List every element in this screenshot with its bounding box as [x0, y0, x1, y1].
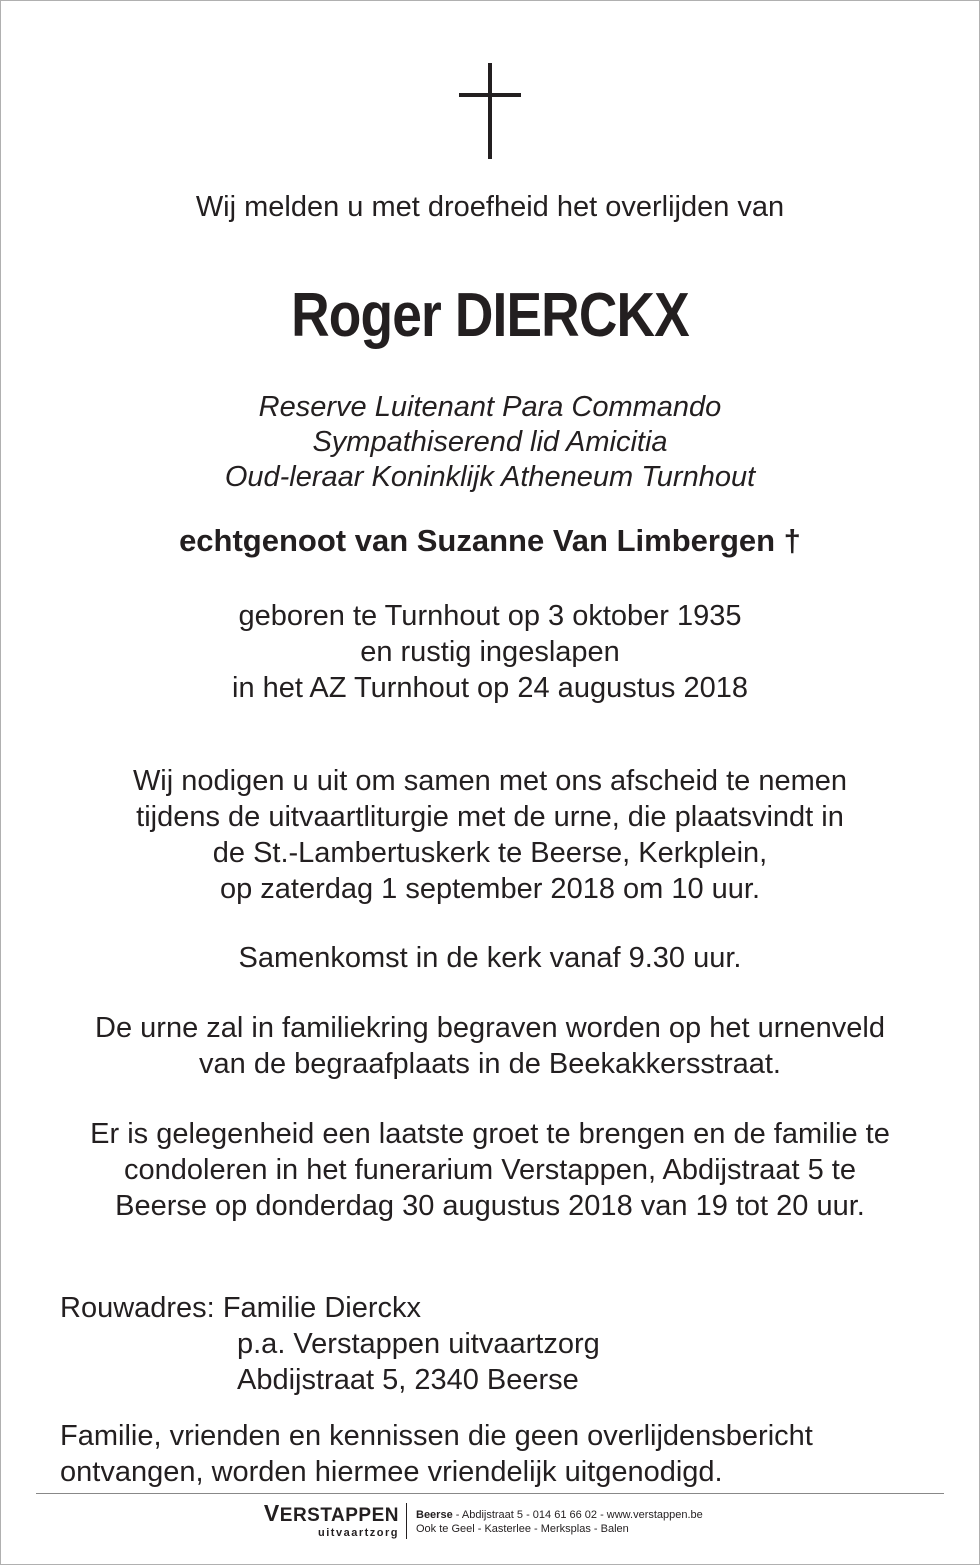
invitation-paragraph — [0, 763, 980, 907]
footer-separator — [406, 1503, 407, 1539]
invitation-line: Wij nodigen u uit om samen met ons afscheid te nemen — [132, 765, 848, 797]
mourning-address-label: Rouwadres: — [60, 1292, 215, 1324]
title-line: Oud-leraar Koninklijk Atheneum Turnhout — [224, 461, 756, 493]
condolence-line: Beerse op donderdag 30 augustus 2018 van 19 tot 20 uur. — [115, 1190, 865, 1222]
info-contact: - Abdijstraat 5 - 014 61 66 02 - www.verstappen.be — [452, 1509, 703, 1521]
life-line: en rustig ingeslapen — [360, 636, 620, 668]
closing-line: ontvangen, worden hiermee vriendelijk uitgenodigd. — [60, 1456, 723, 1488]
life-line: in het AZ Turnhout op 24 augustus 2018 — [232, 672, 748, 704]
life-line: geboren te Turnhout op 3 oktober 1935 — [238, 600, 742, 632]
footer-divider — [36, 1493, 944, 1494]
mourning-address — [60, 1290, 600, 1398]
cross-icon — [459, 63, 521, 159]
info-branches: Ook te Geel - Kasterlee - Merksplas - Balen — [416, 1523, 629, 1535]
spouse-line: echtgenoot van Suzanne Van Limbergen † — [179, 523, 801, 558]
title-line: Reserve Luitenant Para Commando — [258, 391, 722, 423]
burial-line: De urne zal in familiekring begraven worden op het urnenveld — [95, 1012, 885, 1044]
funeral-home-info — [416, 1508, 703, 1536]
mourning-address-line: Abdijstraat 5, 2340 Beerse — [237, 1364, 579, 1396]
gathering-text: Samenkomst in de kerk vanaf 9.30 uur. — [238, 942, 742, 974]
burial-paragraph — [0, 1010, 980, 1082]
logo-initial: V — [263, 1500, 280, 1526]
mourning-address-line: p.a. Verstappen uitvaartzorg — [237, 1328, 600, 1360]
invitation-line: op zaterdag 1 september 2018 om 10 uur. — [219, 873, 761, 905]
funeral-home-logo — [257, 1502, 399, 1542]
info-town: Beerse — [416, 1509, 453, 1521]
closing-paragraph — [60, 1418, 813, 1490]
deceased-titles — [0, 390, 980, 495]
invitation-line: tijdens de uitvaartliturgie met de urne, die plaatsvindt in — [136, 801, 844, 833]
mourning-address-line: Familie Dierckx — [222, 1292, 421, 1324]
invitation-line: de St.-Lambertuskerk te Beerse, Kerkplein, — [212, 837, 768, 869]
intro-text: Wij melden u met droefheid het overlijden van — [195, 191, 785, 223]
condolence-line: condoleren in het funerarium Verstappen, Abdijstraat 5 te — [124, 1154, 856, 1186]
title-line: Sympathiserend lid Amicitia — [312, 426, 668, 458]
burial-line: van de begraafplaats in de Beekakkersstraat. — [199, 1048, 781, 1080]
deceased-name: Roger DIERCKX — [291, 281, 689, 350]
logo-subtitle: uitvaartzorg — [318, 1527, 399, 1539]
life-dates — [0, 598, 980, 706]
condolence-paragraph — [0, 1116, 980, 1224]
closing-line: Familie, vrienden en kennissen die geen overlijdensbericht — [60, 1420, 813, 1452]
logo-brand: ERSTAPPEN — [279, 1505, 399, 1526]
condolence-line: Er is gelegenheid een laatste groet te brengen en de familie te — [90, 1118, 890, 1150]
